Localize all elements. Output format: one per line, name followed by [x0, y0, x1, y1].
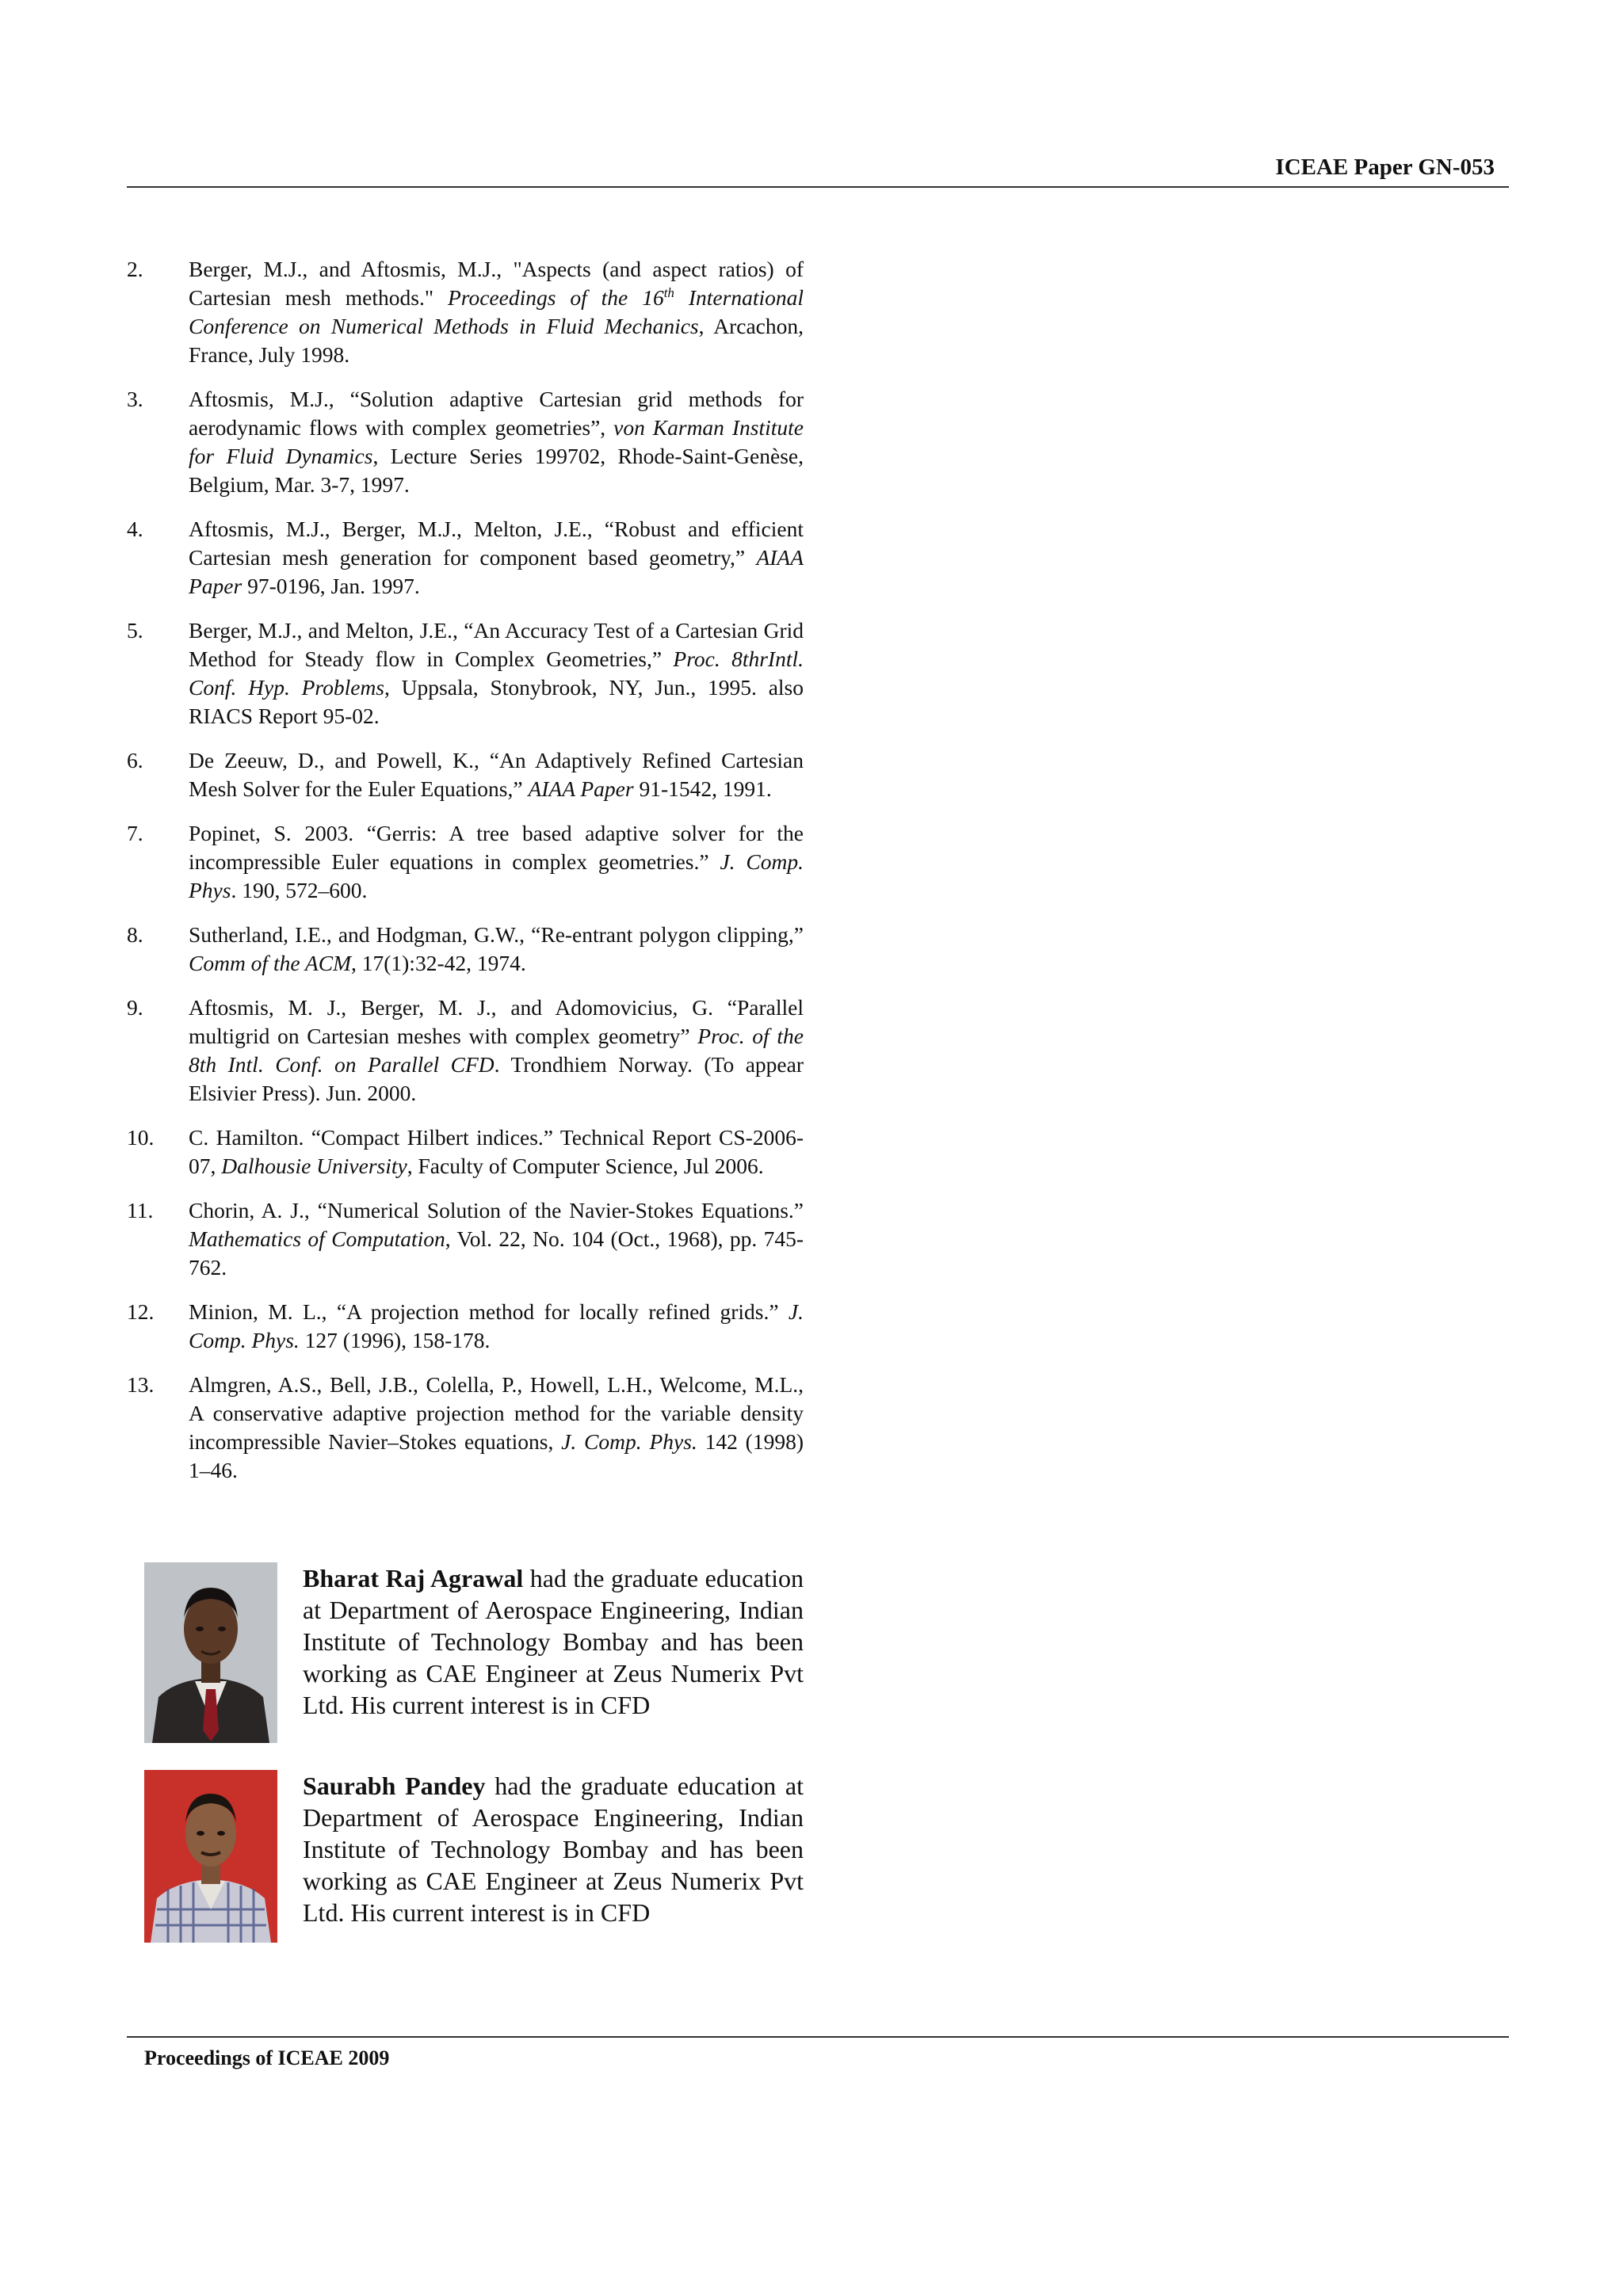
- reference-segment: De Zeeuw, D., and Powell, K., “An Adaptively Refined Cartesian Mesh Solver for the Euler Equations,”: [189, 748, 804, 801]
- reference-segment: Chorin, A. J., “Numerical Solution of the Navier-Stokes Equations.”: [189, 1198, 804, 1222]
- reference-number: 5.: [127, 618, 143, 643]
- reference-number: 11.: [127, 1198, 154, 1222]
- header-rule: [127, 186, 1509, 188]
- footer-proceedings: [144, 2046, 389, 2071]
- reference-text: [189, 1298, 804, 1355]
- reference-item: [127, 921, 804, 978]
- reference-italic-segment: J. Comp. Phys.: [561, 1429, 697, 1454]
- reference-segment: 91-1542, 1991.: [633, 776, 772, 801]
- reference-text: [189, 1196, 804, 1282]
- reference-segment: Popinet, S. 2003. “Gerris: A tree based adaptive solver for the incompressible Euler equations in complex geometries.”: [189, 821, 804, 874]
- reference-segment: , Uppsala, Stonybrook, NY, Jun., 1995. also RIACS Report 95-02.: [189, 675, 804, 728]
- reference-italic-segment: Comm of the ACM: [189, 951, 351, 975]
- reference-item: [127, 994, 804, 1108]
- reference-segment: , Faculty of Computer Science, Jul 2006.: [407, 1154, 764, 1178]
- reference-text: [189, 1123, 804, 1180]
- reference-number: 3.: [127, 387, 143, 411]
- reference-item: [127, 515, 804, 601]
- reference-italic-segment: Proc. 8thrIntl. Conf. Hyp. Problems: [189, 646, 804, 700]
- reference-text: [189, 921, 804, 978]
- reference-segment: , Arcachon, France, July 1998.: [189, 314, 804, 367]
- author-photo-1: [144, 1562, 277, 1743]
- reference-item: [127, 746, 804, 803]
- reference-segment: Sutherland, I.E., and Hodgman, G.W., “Re-entrant polygon clipping,”: [189, 922, 804, 947]
- reference-item: [127, 1123, 804, 1180]
- reference-item: [127, 1298, 804, 1355]
- reference-segment: Aftosmis, M. J., Berger, M. J., and Adomovicius, G. “Parallel multigrid on Cartesian meshes with complex geometry”: [189, 995, 804, 1048]
- reference-item: [127, 819, 804, 905]
- author-photo-2: [144, 1770, 277, 1943]
- reference-segment: . 190, 572–600.: [231, 878, 368, 902]
- reference-number: 6.: [127, 748, 143, 772]
- author-bio-text-1: [303, 1562, 804, 1721]
- author-bio-text-2: [303, 1770, 804, 1928]
- reference-segment: Minion, M. L., “A projection method for locally refined grids.”: [189, 1299, 789, 1324]
- reference-italic-segment: J. Comp. Phys: [189, 849, 804, 902]
- reference-number: 4.: [127, 517, 143, 541]
- reference-segment: 142 (1998) 1–46.: [189, 1429, 804, 1482]
- reference-segment: Almgren, A.S., Bell, J.B., Colella, P., Howell, L.H., Welcome, M.L., A conservative adaptive projection method for the variable density incompressible Navier–Stokes equations,: [189, 1372, 804, 1454]
- reference-item: [127, 1371, 804, 1485]
- reference-italic-segment: Proceedings of the 16: [447, 285, 664, 310]
- reference-italic-segment: von Karman Institute for Fluid Dynamics: [189, 415, 804, 468]
- reference-text: [189, 385, 804, 499]
- reference-italic-segment: AIAA Paper: [189, 545, 804, 598]
- footer-rule: [127, 2036, 1509, 2038]
- reference-italic-segment: J. Comp. Phys.: [189, 1299, 804, 1352]
- reference-italic-segment: AIAA Paper: [528, 776, 634, 801]
- reference-segment: , Lecture Series 199702, Rhode-Saint-Genèse, Belgium, Mar. 3-7, 1997.: [189, 444, 804, 497]
- reference-segment: 97-0196, Jan. 1997.: [242, 574, 420, 598]
- reference-segment: , Vol. 22, No. 104 (Oct., 1968), pp. 745-762.: [189, 1226, 804, 1280]
- reference-italic-segment: th: [663, 284, 674, 300]
- reference-segment: Berger, M.J., and Aftosmis, M.J., "Aspects (and aspect ratios) of Cartesian mesh methods.": [189, 257, 804, 310]
- page-header-title: ICEAE Paper GN-053: [1275, 154, 1495, 180]
- reference-number: 13.: [127, 1372, 155, 1397]
- reference-segment: Aftosmis, M.J., Berger, M.J., Melton, J.E., “Robust and efficient Cartesian mesh generation for component based geometry,”: [189, 517, 804, 570]
- reference-segment: Berger, M.J., and Melton, J.E., “An Accuracy Test of a Cartesian Grid Method for Steady flow in Complex Geometries,”: [189, 618, 804, 671]
- footer-prefix: Proceedings of: [144, 2046, 278, 2069]
- reference-item: [127, 385, 804, 499]
- author-description-2: had the graduate education at Department of Aerospace Engineering, Indian Institute of Technology Bombay and has been working as CAE Engineer at Zeus Numerix Pvt Ltd. His current interest is in CFD: [303, 1772, 804, 1927]
- reference-number: 12.: [127, 1299, 155, 1324]
- reference-italic-segment: Dalhousie University: [221, 1154, 407, 1178]
- references-list: [127, 255, 804, 1501]
- reference-italic-segment: Proc. of the 8th Intl. Conf. on Parallel CFD: [189, 1024, 804, 1077]
- reference-segment: 127 (1996), 158-178.: [299, 1328, 491, 1352]
- reference-text: [189, 515, 804, 601]
- reference-text: [189, 746, 804, 803]
- reference-text: [189, 616, 804, 730]
- reference-item: [127, 255, 804, 369]
- reference-number: 2.: [127, 257, 143, 281]
- reference-number: 8.: [127, 922, 143, 947]
- reference-text: [189, 819, 804, 905]
- footer-conference: ICEAE 2009: [277, 2046, 390, 2069]
- reference-segment: . Trondhiem Norway. (To appear Elsivier Press). Jun. 2000.: [189, 1052, 804, 1105]
- reference-number: 9.: [127, 995, 143, 1020]
- reference-segment: , 17(1):32-42, 1974.: [350, 951, 526, 975]
- author-name-1: Bharat Raj Agrawal: [303, 1564, 524, 1592]
- reference-item: [127, 616, 804, 730]
- reference-text: [189, 1371, 804, 1485]
- reference-italic-segment: International Conference on Numerical Methods in Fluid Mechanics: [189, 285, 804, 338]
- reference-number: 7.: [127, 821, 143, 845]
- author-description-1: had the graduate education at Department of Aerospace Engineering, Indian Institute of Technology Bombay and has been working as CAE Engineer at Zeus Numerix Pvt Ltd. His current interest is in CFD: [303, 1564, 804, 1719]
- reference-number: 10.: [127, 1125, 155, 1150]
- reference-text: [189, 255, 804, 369]
- reference-item: [127, 1196, 804, 1282]
- reference-italic-segment: Mathematics of Computation: [189, 1226, 445, 1251]
- reference-segment: C. Hamilton. “Compact Hilbert indices.” Technical Report CS-2006-07,: [189, 1125, 804, 1178]
- reference-text: [189, 994, 804, 1108]
- author-name-2: Saurabh Pandey: [303, 1772, 486, 1800]
- reference-segment: Aftosmis, M.J., “Solution adaptive Cartesian grid methods for aerodynamic flows with complex geometries”,: [189, 387, 804, 440]
